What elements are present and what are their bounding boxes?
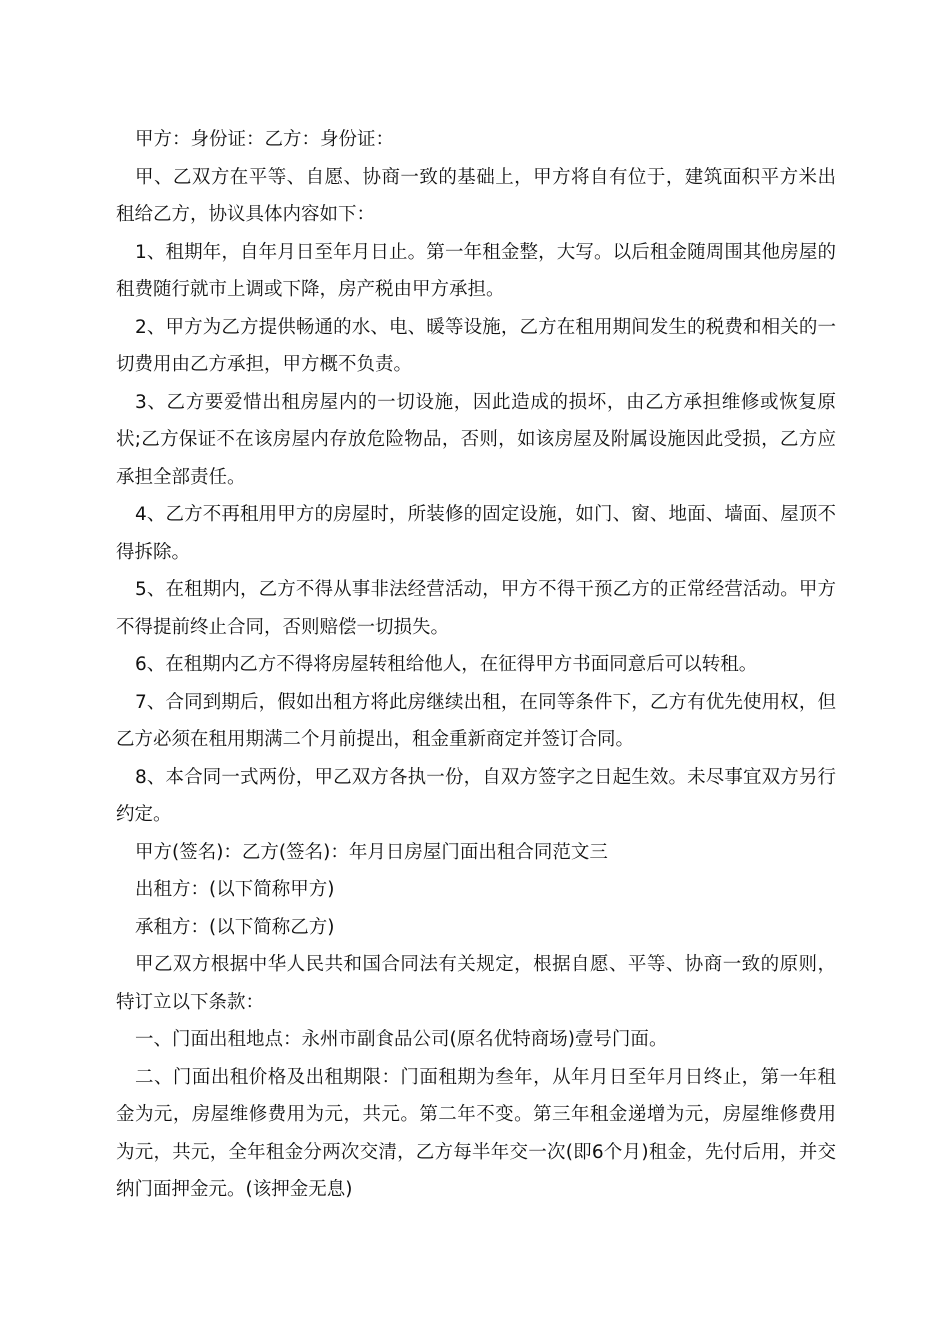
clause-1: 1、租期年，自年月日至年月日止。第一年租金整，大写。以后租金随周围其他房屋的租费随行就市上调或下降，房产税由甲方承担。 xyxy=(116,241,836,300)
clause-3: 3、乙方要爱惜出租房屋内的一切设施，因此造成的损坏，由乙方承担维修或恢复原状;乙方保证不在该房屋内存放危险物品，否则，如该房屋及附属设施因此受损，乙方应承担全部责任。 xyxy=(116,391,836,488)
second-intro-paragraph: 甲乙双方根据中华人民共和国合同法有关规定，根据自愿、平等、协商一致的原则，特订立以下条款： xyxy=(116,954,836,1013)
clause-5: 5、在租期内，乙方不得从事非法经营活动，甲方不得干预乙方的正常经营活动。甲方不得提前终止合同，否则赔偿一切损失。 xyxy=(116,579,836,638)
clause-4: 4、乙方不再租用甲方的房屋时，所装修的固定设施，如门、窗、地面、墙面、屋顶不得拆除。 xyxy=(116,504,836,563)
clause-6: 6、在租期内乙方不得将房屋转租给他人，在征得甲方书面同意后可以转租。 xyxy=(135,654,758,675)
signature-line: 甲方(签名)：乙方(签名)：年月日房屋门面出租合同范文三 xyxy=(135,841,608,863)
party-identity-line: 甲方：身份证：乙方：身份证： xyxy=(135,129,395,150)
lessor-line: 出租方：(以下简称甲方) xyxy=(135,879,335,900)
clause-8: 8、本合同一式两份，甲乙双方各执一份，自双方签字之日起生效。未尽事宜双方另行约定。 xyxy=(116,766,836,825)
document-page xyxy=(116,121,836,1209)
intro-paragraph: 甲、乙双方在平等、自愿、协商一致的基础上，甲方将自有位于，建筑面积平方米出租给乙方，协议具体内容如下： xyxy=(116,166,836,225)
lessee-line: 承租方：(以下简称乙方) xyxy=(135,916,335,938)
clause-2: 2、甲方为乙方提供畅通的水、电、暖等设施，乙方在租用期间发生的税费和相关的一切费用由乙方承担，甲方概不负责。 xyxy=(116,316,836,375)
clause-7: 7、合同到期后，假如出租方将此房继续出租，在同等条件下，乙方有优先使用权，但乙方必须在租用期满二个月前提出，租金重新商定并签订合同。 xyxy=(116,691,836,750)
article-2: 二、门面出租价格及出租期限：门面租期为叁年，从年月日至年月日终止，第一年租金为元，房屋维修费用为元，共元。第二年不变。第三年租金递增为元，房屋维修费用为元，共元，全年租金分两次交清，乙方每半年交一次(即6个月)租金，先付后用，并交纳门面押金元。(该押金无息) xyxy=(116,1066,836,1200)
article-1: 一、门面出租地点：永州市副食品公司(原名优特商场)壹号门面。 xyxy=(135,1029,668,1050)
